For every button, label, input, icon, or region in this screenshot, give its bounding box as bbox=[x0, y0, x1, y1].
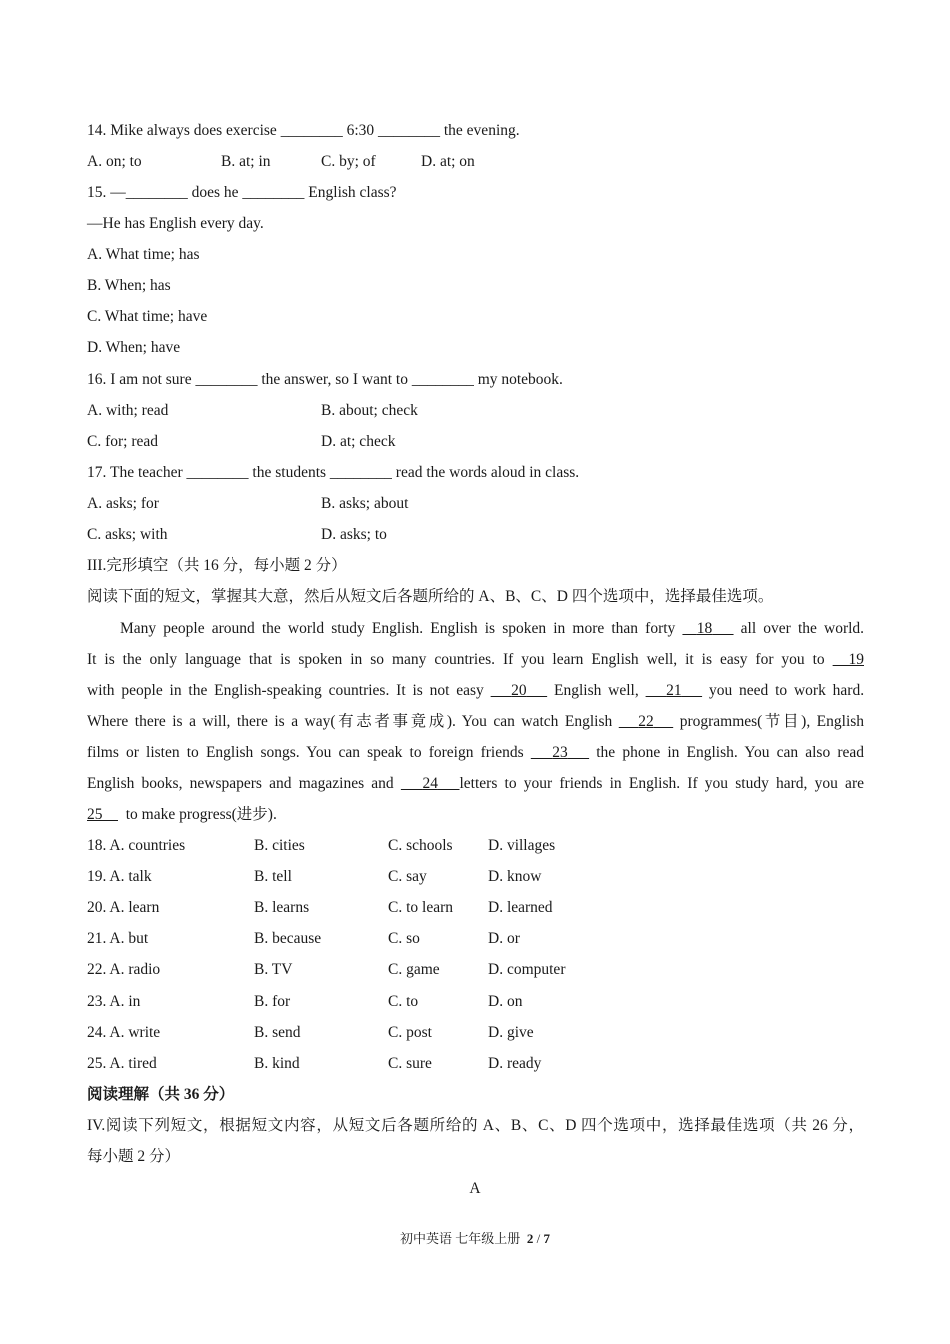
cloze-option: B. for bbox=[254, 993, 291, 1010]
question-15-stem: 15. —________ does he ________ English class? bbox=[87, 184, 397, 201]
cloze-option: D. computer bbox=[488, 961, 566, 978]
passage-text: English books, newspapers and magazines and bbox=[87, 775, 394, 792]
question-17-stem: 17. The teacher ________ the students ________ read the words aloud in class. bbox=[87, 464, 580, 481]
cloze-option: B. kind bbox=[254, 1055, 300, 1072]
cloze-option: C. schools bbox=[388, 837, 453, 854]
passage-line-7 bbox=[87, 805, 277, 825]
cloze-option: B. learns bbox=[254, 899, 310, 916]
q15-option-a: A. What time; has bbox=[87, 246, 200, 263]
cloze-option: C. sure bbox=[388, 1055, 432, 1072]
cloze-option: B. TV bbox=[254, 961, 293, 978]
blank-21: 21 bbox=[666, 682, 682, 699]
passage-text: Where there is a will, there is a way(有志者事竟成). You can watch English bbox=[87, 713, 613, 730]
passage-text: the phone in English. You can also read bbox=[596, 744, 865, 761]
passage-text: programmes(节目), English bbox=[679, 713, 865, 730]
passage-label: A bbox=[469, 1180, 481, 1197]
q15-option-d: D. When; have bbox=[87, 339, 181, 356]
section-4-instruction-line-1: IV.阅读下列短文，根据短文内容，从短文后各题所给的 A、B、C、D 四个选项中，选择最佳选项（共 26 分， bbox=[87, 1117, 864, 1134]
cloze-option: B. because bbox=[254, 930, 322, 947]
cloze-option: 18. A. countries bbox=[87, 837, 186, 854]
footer-total-pages: 7 bbox=[543, 1231, 550, 1246]
cloze-option: 22. A. radio bbox=[87, 961, 161, 978]
passage-line-1 bbox=[120, 619, 864, 639]
passage-text: you need to work hard. bbox=[708, 682, 865, 699]
q15-option-b: B. When; has bbox=[87, 277, 171, 294]
question-14-stem: 14. Mike always does exercise ________ 6:30 ________ the evening. bbox=[87, 122, 520, 139]
passage-text: all over the world. bbox=[740, 620, 865, 637]
question-16-stem: 16. I am not sure ________ the answer, so I want to ________ my notebook. bbox=[87, 371, 563, 388]
q14-option-d: D. at; on bbox=[421, 153, 475, 170]
cloze-option: 21. A. but bbox=[87, 930, 149, 947]
page-footer bbox=[0, 1229, 950, 1249]
section-4-instruction-line-2: 每小题 2 分） bbox=[87, 1148, 181, 1165]
footer-page-number: 2 bbox=[526, 1231, 534, 1246]
section-3-instruction: 阅读下面的短文，掌握其大意，然后从短文后各题所给的 A、B、C、D 四个选项中，选择最佳选项。 bbox=[87, 588, 774, 605]
blank-24: 24 bbox=[422, 775, 438, 792]
cloze-option: 25. A. tired bbox=[87, 1055, 157, 1072]
passage-text: films or listen to English songs. You can speak to foreign friends bbox=[87, 744, 524, 761]
cloze-option: D. give bbox=[488, 1024, 534, 1041]
q17-option-c: C. asks; with bbox=[87, 526, 168, 543]
passage-text: English well, bbox=[553, 682, 639, 699]
cloze-option: 24. A. write bbox=[87, 1024, 161, 1041]
q15-option-c: C. What time; have bbox=[87, 308, 208, 325]
cloze-option: D. on bbox=[488, 993, 523, 1010]
blank-18: 18 bbox=[696, 620, 713, 637]
cloze-option: C. game bbox=[388, 961, 440, 978]
blank-19: 19 bbox=[848, 651, 864, 668]
blank-25: 25 bbox=[87, 806, 103, 823]
cloze-option: C. say bbox=[388, 868, 427, 885]
cloze-option: C. so bbox=[388, 930, 420, 947]
q17-option-a: A. asks; for bbox=[87, 495, 159, 512]
q14-option-a: A. on; to bbox=[87, 153, 142, 170]
q16-option-a: A. with; read bbox=[87, 402, 169, 419]
cloze-option: 23. A. in bbox=[87, 993, 141, 1010]
blank-20: 20 bbox=[511, 682, 527, 699]
cloze-option: B. cities bbox=[254, 837, 305, 854]
q16-option-c: C. for; read bbox=[87, 433, 159, 450]
q16-option-b: B. about; check bbox=[321, 402, 418, 419]
blank-22: 22 bbox=[638, 713, 654, 730]
question-15-reply: —He has English every day. bbox=[87, 215, 264, 232]
passage-text: It is the only language that is spoken in so many countries. If you learn English well, it is easy for you to bbox=[87, 651, 825, 668]
passage-line-2 bbox=[87, 650, 864, 670]
cloze-option: D. know bbox=[488, 868, 542, 885]
passage-line-6 bbox=[87, 774, 864, 794]
cloze-option: D. or bbox=[488, 930, 520, 947]
passage-text: Many people around the world study English. English is spoken in more than forty bbox=[120, 620, 676, 637]
passage-text: with people in the English-speaking countries. It is not easy bbox=[87, 682, 484, 699]
q16-option-d: D. at; check bbox=[321, 433, 396, 450]
passage-line-4 bbox=[87, 712, 864, 732]
cloze-option: D. villages bbox=[488, 837, 556, 854]
section-3-title: III.完形填空（共 16 分，每小题 2 分） bbox=[87, 557, 347, 574]
passage-text: to make progress(进步). bbox=[125, 806, 277, 823]
cloze-option: D. learned bbox=[488, 899, 553, 916]
passage-line-5 bbox=[87, 743, 864, 763]
blank-23: 23 bbox=[552, 744, 568, 761]
cloze-option: 20. A. learn bbox=[87, 899, 160, 916]
cloze-option: D. ready bbox=[488, 1055, 542, 1072]
cloze-option: C. post bbox=[388, 1024, 432, 1041]
passage-text: letters to your friends in English. If you study hard, you are bbox=[459, 775, 864, 792]
q14-option-c: C. by; of bbox=[321, 153, 376, 170]
cloze-option: B. send bbox=[254, 1024, 301, 1041]
reading-heading: 阅读理解（共 36 分） bbox=[87, 1086, 235, 1103]
cloze-option: B. tell bbox=[254, 868, 292, 885]
q17-option-d: D. asks; to bbox=[321, 526, 387, 543]
cloze-option: C. to learn bbox=[388, 899, 453, 916]
cloze-option: 19. A. talk bbox=[87, 868, 152, 885]
footer-separator: / bbox=[536, 1231, 541, 1246]
q17-option-b: B. asks; about bbox=[321, 495, 409, 512]
passage-line-3 bbox=[87, 681, 864, 701]
cloze-option: C. to bbox=[388, 993, 419, 1010]
footer-subject: 初中英语 七年级上册 bbox=[400, 1231, 521, 1246]
q14-option-b: B. at; in bbox=[221, 153, 271, 170]
